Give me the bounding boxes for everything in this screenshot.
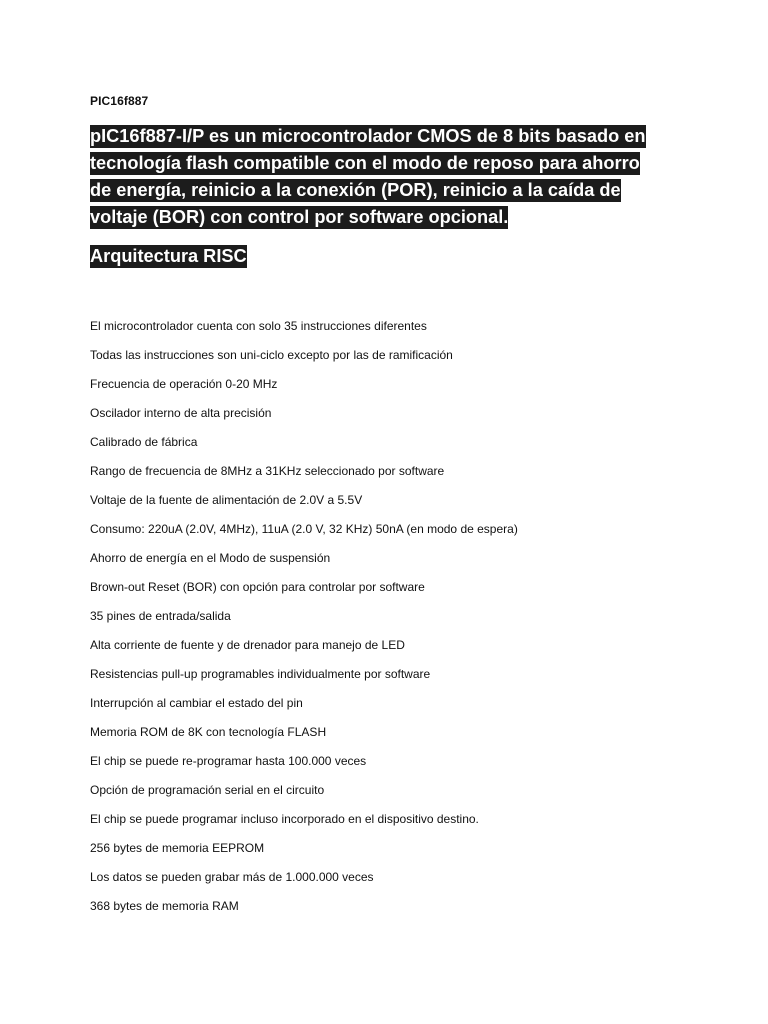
feature-item: 35 pines de entrada/salida (90, 609, 231, 623)
feature-item: Todas las instrucciones son uni-ciclo excepto por las de ramificación (90, 348, 453, 362)
feature-item: Memoria ROM de 8K con tecnología FLASH (90, 725, 327, 739)
feature-item: El chip se puede programar incluso incorporado en el dispositivo destino. (90, 812, 479, 826)
feature-item: 368 bytes de memoria RAM (90, 899, 239, 913)
feature-item: El microcontrolador cuenta con solo 35 instrucciones diferentes (90, 319, 427, 333)
feature-item: Voltaje de la fuente de alimentación de 2.0V a 5.5V (90, 493, 363, 507)
feature-item: Calibrado de fábrica (90, 435, 198, 449)
feature-item: Ahorro de energía en el Modo de suspensión (90, 551, 331, 565)
feature-item: Los datos se pueden grabar más de 1.000.000 veces (90, 870, 374, 884)
feature-item: Frecuencia de operación 0-20 MHz (90, 377, 278, 391)
feature-item: El chip se puede re-programar hasta 100.000 veces (90, 754, 367, 768)
feature-item: Interrupción al cambiar el estado del pin (90, 696, 303, 710)
feature-list (90, 316, 518, 925)
intro-paragraph (90, 123, 660, 231)
feature-item: Rango de frecuencia de 8MHz a 31KHz seleccionado por software (90, 464, 445, 478)
feature-item: Alta corriente de fuente y de drenador para manejo de LED (90, 638, 405, 652)
section-heading-text: Arquitectura RISC (90, 246, 247, 266)
feature-item: Oscilador interno de alta precisión (90, 406, 272, 420)
feature-item: Opción de programación serial en el circuito (90, 783, 325, 797)
feature-item: Consumo: 220uA (2.0V, 4MHz), 11uA (2.0 V, 32 KHz) 50nA (en modo de espera) (90, 522, 518, 536)
section-heading (90, 243, 247, 270)
feature-item: Brown-out Reset (BOR) con opción para controlar por software (90, 580, 425, 594)
intro-highlighted-text: pIC16f887-I/P es un microcontrolador CMOS de 8 bits basado en tecnología flash compatible con el modo de reposo para ahorro de energía, reinicio a la conexión (POR), reinicio a la caída de voltaje (BOR) con control por software opcional. (90, 126, 646, 227)
document-label: PIC16f887 (90, 94, 149, 108)
feature-item: 256 bytes de memoria EEPROM (90, 841, 265, 855)
feature-item: Resistencias pull-up programables individualmente por software (90, 667, 431, 681)
